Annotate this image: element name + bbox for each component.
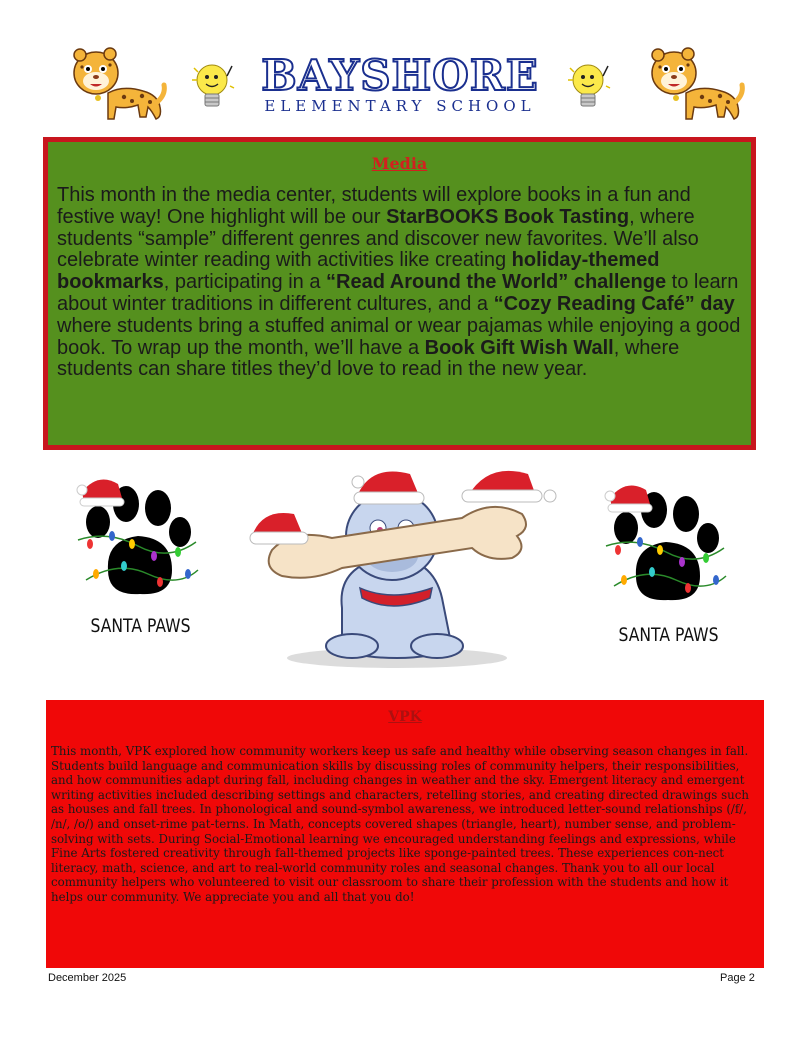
leopard-mascot-right-icon (646, 45, 746, 123)
santa-paws-right-caption: SANTA PAWS (618, 624, 719, 646)
santa-paws-left-caption: SANTA PAWS (90, 615, 191, 637)
footer-page-number: Page 2 (720, 972, 755, 984)
vpk-body-text: This month, VPK explored how community workers keep us safe and healthy while observing season changes in fall. Students build language and communication skills by discussing roles of community helpers, their responsibilities, and how communities adapt during fall, including changes in weather and the sky. Emergent literacy and emergent writing activities included describing settings and characters, retelling stories, and creating directed drawings such as houses and fall trees. In phonological and sound-symbol awareness, we introduced letter-sound relationships (/f/, /n/, /o/) and onset-rime pat-terns. In Math, concepts covered shapes (triangle, heart), number sense, and problem-solving with sets. During Social-Emotional learning we encouraged understanding feelings and expressions, while Fine Arts fostered creativity through fall-themed projects like sponge-painted trees. These experiences con-nect literacy, math, science, and art to real-world community roles and seasonal changes. Thank you to all our local community helpers who volunteered to visit our classroom to share their profession with the students and how it helps our community. We appreciate you and all that you do! (51, 744, 749, 904)
media-title: Media (371, 154, 428, 173)
school-subtitle: ELEMENTARY SCHOOL (264, 97, 536, 115)
santa-paws-right-graphic (596, 476, 741, 656)
santa-paw-left-icon (68, 470, 213, 610)
santa-paws-left-graphic (68, 470, 213, 645)
bulldog-santa-bone-icon (232, 458, 562, 670)
lightbulb-mascot-right-icon (566, 58, 612, 118)
school-logo (255, 53, 545, 123)
leopard-mascot-left-icon (68, 45, 168, 123)
lightbulb-mascot-left-icon (190, 58, 236, 118)
vpk-section (46, 700, 764, 968)
school-name: BAYSHORE (261, 51, 539, 100)
footer-date: December 2025 (48, 972, 127, 984)
media-body-text: This month in the media center, students will explore books in a fun and festive way! One highlight will be our StarBOOKS Book Tasting, where students “sample” different genres and discover new favorites. We’ll also celebrate winter reading with activities like creating holiday-themed bookmarks, participating in a “Read Around the World” challenge to learn about winter traditions in different cultures, and a “Cozy Reading Café” day where students bring a stuffed animal or wear pajamas while enjoying a good book. To wrap up the month, we’ll have a Book Gift Wish Wall, where students can share titles they’d love to read in the new year. (57, 184, 741, 381)
vpk-title: VPK (388, 709, 422, 725)
media-section (43, 137, 756, 450)
santa-paw-right-icon (596, 476, 741, 616)
